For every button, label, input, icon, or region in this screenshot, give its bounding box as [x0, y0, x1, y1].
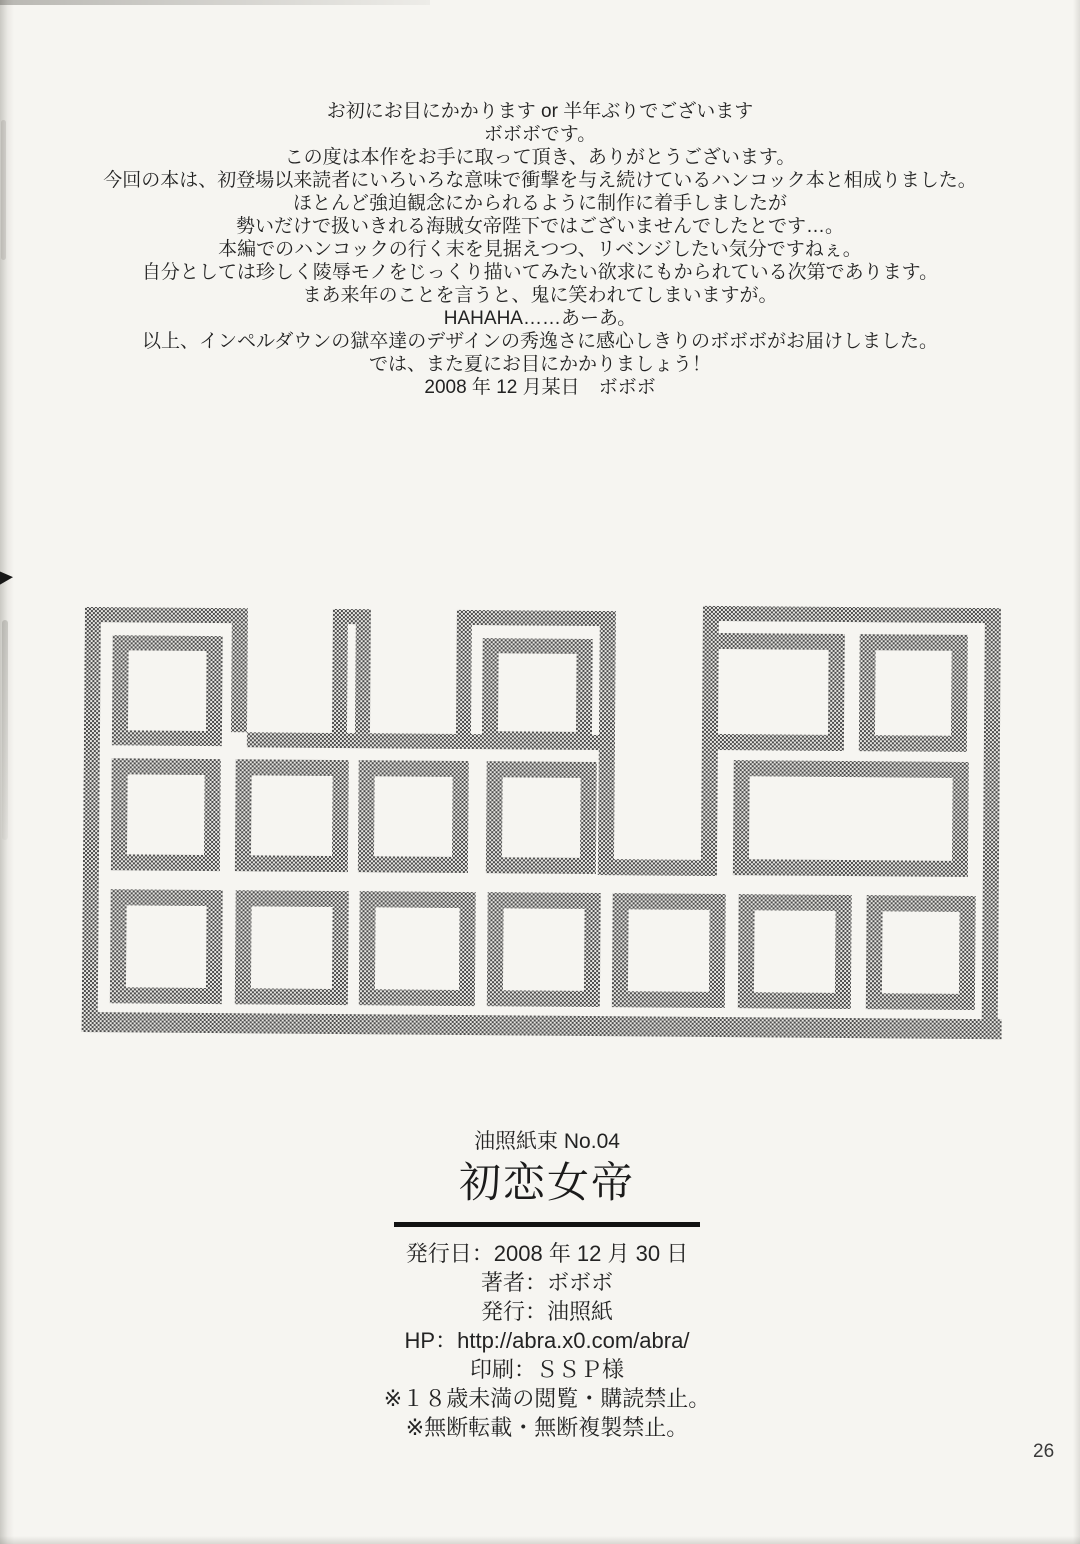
afterword-line: 本編でのハンコックの行く末を見据えつつ、リベンジしたい気分ですねぇ。 [218, 239, 862, 260]
afterword-line: お初にお目にかかります or 半年ぶりでございます [326, 101, 754, 122]
afterword-paragraph [0, 146, 1080, 169]
afterword-line: HAHAHA……あーあ。 [443, 308, 637, 329]
paper-edge-smudge [2, 620, 8, 840]
circle-logo [82, 600, 1005, 1047]
afterword-line: 勢いだけで扱いきれる海賊女帝陛下ではございませんでしたとです…。 [235, 216, 844, 237]
afterword-paragraph [0, 100, 1080, 146]
colophon-details [14, 1239, 1080, 1442]
afterword-line: ほとんど強迫観念にかられるように制作に着手しましたが [292, 193, 787, 214]
colophon-detail-line: HP：http://abra.x0.com/abra/ [404, 1328, 690, 1353]
colophon-detail-line: 発行：油照紙 [480, 1299, 613, 1324]
colophon-detail-line: ※１８歳未満の閲覧・購読禁止。 [383, 1386, 711, 1411]
maze-logo-graphic [82, 600, 1005, 1047]
colophon-detail-line: 発行日：2008 年 12 月 30 日 [405, 1241, 689, 1266]
paper-bottom-edge-shading [0, 1536, 1080, 1544]
title-underline [394, 1222, 700, 1227]
afterword-line: 以上、インペルダウンの獄卒達のデザインの秀逸さに感心しきりのボボボがお届けしました。 [142, 331, 938, 352]
afterword-paragraph [0, 169, 1080, 330]
afterword-line: 今回の本は、初登場以来読者にいろいろな意味で衝撃を与え続けているハンコック本と相成りました。 [103, 170, 977, 191]
page-number: 26 [1033, 1441, 1055, 1462]
afterword-line: まあ来年のことを言うと、鬼に笑われてしまいますが。 [302, 285, 778, 306]
afterword-line: 2008 年 12 月某日 ボボボ [424, 377, 656, 398]
colophon-detail-line: 著者：ボボボ [480, 1270, 613, 1295]
afterword-line: この度は本作をお手に取って頂き、ありがとうございます。 [284, 147, 796, 168]
colophon-block [14, 1130, 1080, 1442]
afterword-line: では、また夏にお目にかかりましょう！ [368, 354, 711, 375]
afterword-line: ボボボです。 [483, 124, 597, 145]
colophon-detail-line: 印刷：ＳＳＰ様 [469, 1357, 624, 1382]
book-title: 初恋女帝 [458, 1159, 635, 1206]
afterword-paragraph [0, 353, 1080, 376]
afterword-paragraph [0, 330, 1080, 353]
afterword-text-block [0, 100, 1080, 399]
series-label: 油照紙束 No.04 [474, 1130, 620, 1153]
afterword-line: 自分としては珍しく陵辱モノをじっくり描いてみたい欲求にもかられている次第であります。 [141, 262, 939, 283]
afterword-date-line [0, 376, 1080, 399]
colophon-detail-line: ※無断転載・無断複製禁止。 [405, 1415, 689, 1440]
paper-top-edge-shading [0, 0, 430, 5]
